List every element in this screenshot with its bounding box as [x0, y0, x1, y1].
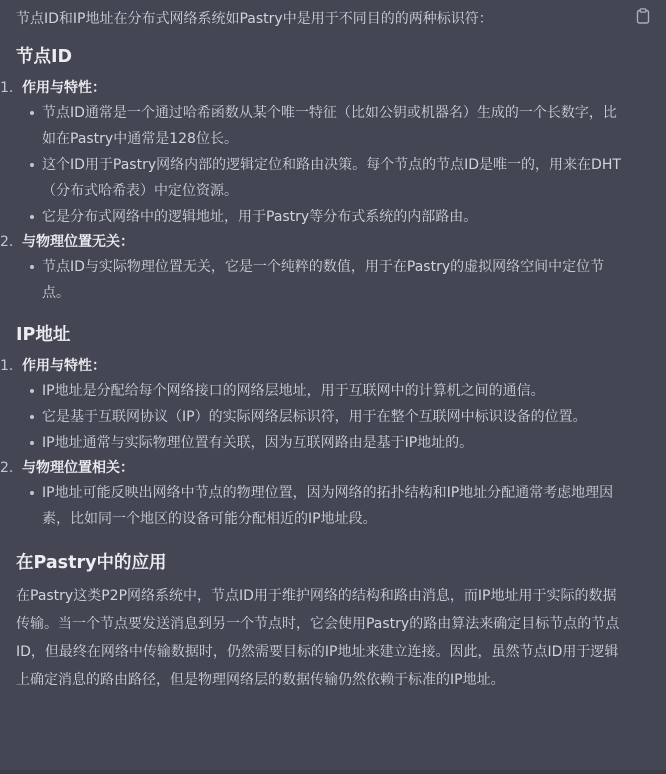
- list-item-title: 作用与特性：: [22, 358, 106, 374]
- list-item-title: 与物理位置无关：: [22, 234, 134, 250]
- list-number: 2.: [0, 234, 14, 250]
- list-item: [0, 230, 626, 306]
- bullet-item: 这个ID用于Pastry网络内部的逻辑定位和路由决策。每个节点的节点ID是唯一的，用来在DHT（分布式哈希表）中定位资源。: [42, 152, 626, 204]
- bottom-divider: [0, 770, 666, 774]
- ip-address-list: [0, 354, 626, 532]
- bullet-list: [22, 100, 626, 230]
- application-paragraph: 在Pastry这类P2P网络系统中，节点ID用于维护网络的结构和路由消息，而IP地址用于实际的数据传输。当一个节点要发送消息到另一个节点时，它会使用Pastry的路由算法来确定目标节点的节点ID，但最终在网络中传输数据时，仍然需要目标的IP地址来建立连接。因此，虽然节点ID用于逻辑上确定消息的路由路径，但是物理网络层的数据传输仍然依赖于标准的IP地址。: [16, 588, 620, 688]
- clipboard-icon: [636, 8, 650, 24]
- list-number: 1.: [0, 80, 14, 96]
- bullet-list: [22, 254, 626, 306]
- bullet-item: IP地址是分配给每个网络接口的网络层地址，用于互联网中的计算机之间的通信。: [42, 378, 626, 404]
- section-heading-node-id: 节点ID: [16, 47, 73, 67]
- bullet-item: IP地址通常与实际物理位置有关联，因为互联网路由是基于IP地址的。: [42, 430, 626, 456]
- list-item-title: 作用与特性：: [22, 80, 106, 96]
- list-number: 2.: [0, 460, 14, 476]
- bullet-item: 它是基于互联网协议（IP）的实际网络层标识符，用于在整个互联网中标识设备的位置。: [42, 404, 626, 430]
- intro-text: 节点ID和IP地址在分布式网络系统如Pastry中是用于不同目的的两种标识符：: [16, 11, 493, 27]
- bullet-list: [22, 378, 626, 456]
- section-heading-ip-address: IP地址: [16, 325, 71, 345]
- bullet-item: 节点ID通常是一个通过哈希函数从某个唯一特征（比如公钥或机器名）生成的一个长数字，比如在Pastry中通常是128位长。: [42, 100, 626, 152]
- bullet-item: IP地址可能反映出网络中节点的物理位置，因为网络的拓扑结构和IP地址分配通常考虑地理因素，比如同一个地区的设备可能分配相近的IP地址段。: [42, 480, 626, 532]
- list-item-title: 与物理位置相关：: [22, 460, 134, 476]
- copy-button[interactable]: [634, 7, 652, 25]
- bullet-item: 它是分布式网络中的逻辑地址，用于Pastry等分布式系统的内部路由。: [42, 204, 626, 230]
- list-item: [0, 456, 626, 532]
- section-heading-pastry-application: 在Pastry中的应用: [16, 553, 167, 573]
- list-number: 1.: [0, 358, 14, 374]
- node-id-list: [0, 76, 626, 306]
- bullet-list: [22, 480, 626, 532]
- list-item: [0, 354, 626, 456]
- bullet-item: 节点ID与实际物理位置无关，它是一个纯粹的数值，用于在Pastry的虚拟网络空间中定位节点。: [42, 254, 626, 306]
- list-item: [0, 76, 626, 230]
